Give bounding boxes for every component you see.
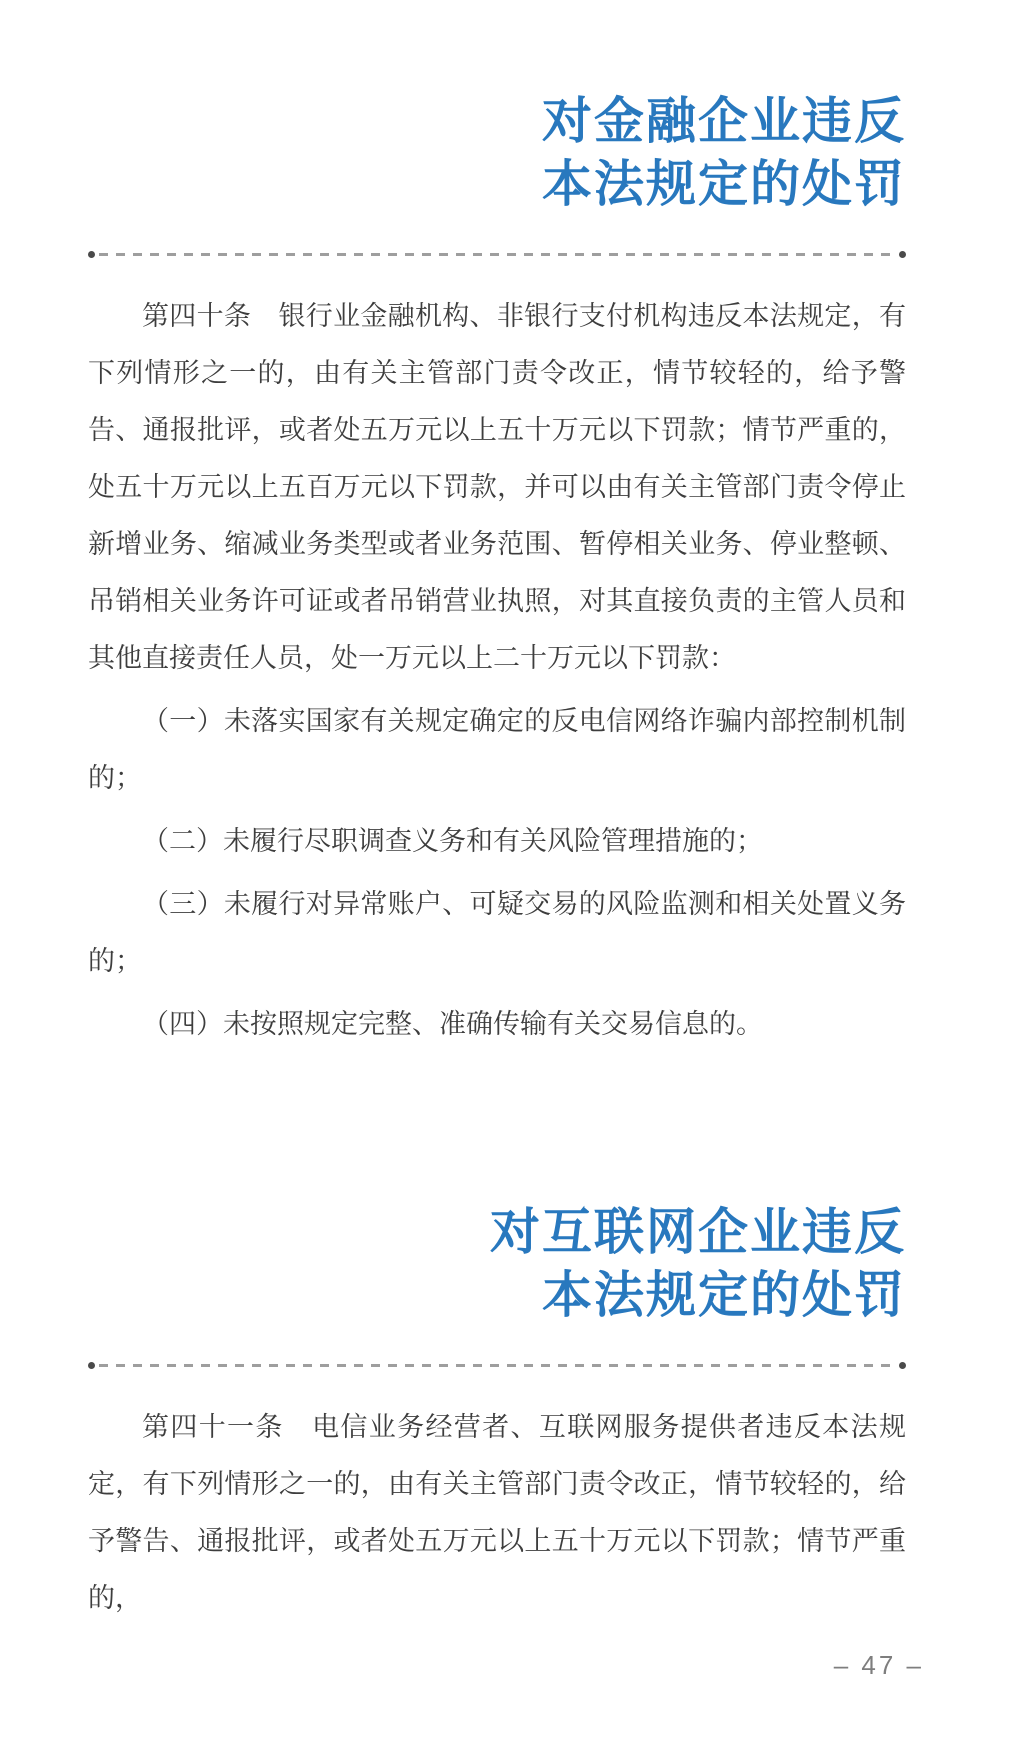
section-title-line: 对金融企业违反: [542, 93, 906, 149]
divider-dot-right: [899, 251, 906, 258]
section-title-financial: [88, 90, 906, 216]
page-number: – 47 –: [833, 1650, 924, 1680]
divider-dot-left: [88, 1362, 95, 1369]
divider-dot-right: [899, 1362, 906, 1369]
section-body: [88, 1399, 906, 1627]
section-title-internet: [88, 1201, 906, 1327]
divider-dashed-line: [99, 1364, 895, 1367]
divider-dashed-line: [99, 253, 895, 256]
section-divider: [88, 251, 906, 258]
section-internet-penalties: [88, 1201, 906, 1627]
section-divider: [88, 1362, 906, 1369]
paragraph-item-4: （四）未按照规定完整、准确传输有关交易信息的。: [142, 1009, 763, 1039]
paragraph-article-40: 第四十条 银行业金融机构、非银行支付机构违反本法规定，有下列情形之一的，由有关主管部门责令改正，情节较轻的，给予警告、通报批评，或者处五万元以上五十万元以下罚款；情节严重的，处五十万元以上五百万元以下罚款，并可以由有关主管部门责令停止新增业务、缩减业务类型或者业务范围、暂停相关业务、停业整顿、吊销相关业务许可证或者吊销营业执照，对其直接负责的主管人员和其他直接责任人员，处一万元以上二十万元以下罚款：: [88, 301, 906, 673]
paragraph-item-3: （三）未履行对异常账户、可疑交易的风险监测和相关处置义务的；: [88, 889, 906, 976]
paragraph-article-41: 第四十一条 电信业务经营者、互联网服务提供者违反本法规定，有下列情形之一的，由有关主管部门责令改正，情节较轻的，给予警告、通报批评，或者处五万元以上五十万元以下罚款；情节严重的，: [88, 1412, 906, 1613]
paragraph-item-1: （一）未落实国家有关规定确定的反电信网络诈骗内部控制机制的；: [88, 706, 906, 793]
section-body: [88, 288, 906, 1053]
paragraph-item-2: （二）未履行尽职调查义务和有关风险管理措施的；: [142, 826, 763, 856]
section-title-line: 本法规定的处罚: [542, 156, 906, 212]
divider-dot-left: [88, 251, 95, 258]
section-title-line: 对互联网企业违反: [490, 1204, 906, 1260]
section-title-line: 本法规定的处罚: [542, 1267, 906, 1323]
section-financial-penalties: [88, 90, 906, 1053]
